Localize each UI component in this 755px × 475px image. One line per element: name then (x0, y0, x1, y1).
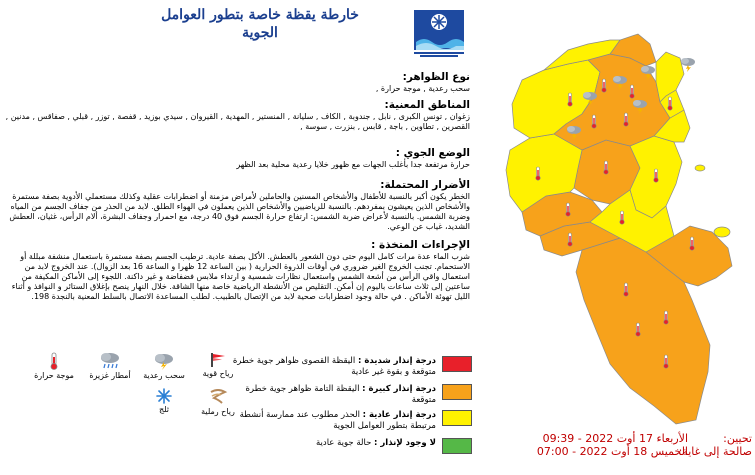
legend-sand-wind (188, 388, 248, 416)
legend-level-extreme-title: درجة إنذار شديدة : (357, 356, 436, 366)
legend-thunderstorm (134, 352, 194, 380)
legend-swatch-yellow (442, 410, 472, 426)
legend-sand-wind-label: رياح رملية (201, 407, 235, 416)
map-heat-wave-icon (620, 211, 624, 224)
map-heat-wave-icon (568, 233, 572, 246)
map-heat-wave-icon (664, 311, 668, 324)
map-heat-wave-icon (602, 79, 606, 92)
map-heat-wave-icon (690, 237, 694, 250)
strong-wind-icon (208, 352, 228, 368)
legend-heavy-rain (80, 352, 140, 380)
map-heat-wave-icon (536, 167, 540, 180)
page-title-line-1: خارطة يقظة خاصة بتطور العوامل (161, 7, 359, 23)
regions-body: زغوان , تونس الكبرى , نابل , جندوبة , الكاف , سليانة , المنستير , المهدية , القيروان , سيدي بوزيد , قفصة , توزر , قبلي , صفاقس , مدنين , القصرين , تطاوين , باجة , قابس , بنزرت , سوسة , (5, 112, 470, 131)
legend-level-normal-title: درجة إنذار عادية : (362, 410, 436, 420)
map-heat-wave-icon (654, 169, 658, 182)
legend-swatch-orange (442, 384, 472, 400)
legend-level-normal-desc: الحذر مطلوب عند ممارسة أنشطة مرتبطة بتطور العوامل الجوية (239, 410, 436, 431)
map-heat-wave-icon (664, 355, 668, 368)
heavy-rain-icon (99, 352, 121, 370)
legend-heat-wave (24, 352, 84, 380)
phenomena-title: نوع الظواهر: (402, 71, 470, 83)
legend-swatch-red (442, 356, 472, 372)
legend-snow-label: ثلج (158, 405, 170, 414)
map-heat-wave-icon (624, 283, 628, 296)
map-heat-wave-icon (604, 161, 608, 174)
region-kerkennah (695, 165, 705, 171)
map-heat-wave-icon (630, 85, 634, 98)
map-heat-wave-icon (566, 203, 570, 216)
snow-icon (156, 388, 172, 404)
institute-logo (410, 8, 468, 58)
heat-wave-icon (48, 352, 60, 370)
legend-level-none-desc: حالة جوية عادية (316, 438, 372, 448)
legend-strong-wind (188, 352, 248, 378)
validity-from-label: تحيين: (723, 432, 752, 445)
situation-title: الوضع الجوي : (395, 147, 470, 159)
validity-from-row (470, 432, 752, 445)
thunderstorm-icon (153, 352, 175, 370)
legend-swatch-green (442, 438, 472, 454)
legend-level-none-title: لا وجود لإنذار : (374, 438, 436, 448)
actions-body: شرب الماء عدة مرات كامل اليوم حتى دون الشعور بالعطش. الأكل بصفة عادية. ترطيب الجسم بصفة مستمرة باستعمال منشفة مبللة أو الاستحمام. تجنب الخروج الغير ضروري في أوقات الذروة الحرارية ( بين الساعة 12 ظهرا و الساعة 16 بعد الزوال). عند الخروج لابد من استعمال واقي الرأس من أشعة الشمس واستعمال نظارات شمسية و ارتداء ملابس فضفاضة و غير داكنة. اللجوء إلى الأماكن المكيفة من ساعتين إلى ثلاث ساعات باليوم إن أمكن. التقليص من الأنشطة الرياضية خاصة منها الشاقة. خلال النهار ينصح بإغلاق الستائر و النوافذ و أثناء الليل تهوئة الأماكن . في حالة وجود اضطرابات صحية لابد من الإتصال بالطبيب. لطلب المساعدة الاتصال بالسلط المعنية بالنجدة 198. (11, 252, 470, 301)
phenomena-body: سحب رعدية , موجة حرارة , (375, 84, 470, 93)
map-heat-wave-icon (624, 113, 628, 126)
page-title (120, 6, 400, 42)
risks-section (4, 178, 470, 232)
legend-snow (134, 388, 194, 414)
validity-from-value: الأربعاء 17 أوت 2022 - 09:39 (542, 432, 688, 445)
situation-body: حرارة مرتفعة جدا بأغلب الجهات مع ظهور خلايا رعدية محلية بعد الظهر (236, 160, 470, 169)
map-heat-wave-icon (568, 93, 572, 106)
risks-body: الخطر يكون أكبر بالنسبة للأطفال والأشخاص المسنين والحاملين لأمراض مزمنة أو اضطرابات عقلية وكذلك مستعملي الأدوية بصفة مستمرة والأشخاص الذين يعيشون بمفردهم. بالنسبة للرياضيين والأشخاص الذين يعملون في الهواء الطلق. لابد من الحذر من جفاف الجسم من المياه وضربة الشمس. بالنسبة لأعراض ضربة الشمس: ارتفاع حرارة الجسم فوق 40 درجة، مع احمرار وجفاف البشرة، ألام الرأس، غثيان، العطش الشديد، غياب عن الوعي. (9, 192, 470, 231)
map-heat-wave-icon (636, 323, 640, 336)
region-djerba (714, 227, 730, 237)
legend-strong-wind-label: رياح قوية (202, 369, 234, 378)
validity-to-label: صالحة إلى غاية: (678, 445, 752, 458)
sand-wind-icon (208, 388, 228, 406)
validity-period (470, 432, 752, 458)
validity-to-row (470, 445, 752, 458)
regions-section (4, 98, 470, 132)
situation-section (4, 146, 470, 170)
actions-section (4, 238, 470, 302)
page-title-line-2: الجوية (242, 25, 278, 41)
tunisia-vigilance-map (470, 0, 755, 430)
legend-thunderstorm-label: سحب رعدية (143, 371, 185, 380)
legend-heavy-rain-label: أمطار غزيرة (89, 371, 131, 380)
legend-level-extreme-desc: اليقظة القصوى ظواهر جوية خطرة متوقعة و بقوة غير عادية (232, 356, 436, 377)
map-heat-wave-icon (592, 115, 596, 128)
legend-level-high-title: درجة إنذار كبيرة : (362, 384, 436, 394)
risks-title: الأضرار المحتملة: (380, 179, 470, 191)
phenomena-section (4, 70, 470, 94)
validity-to-value: الخميس 18 أوت 2022 - 07:00 (536, 445, 688, 458)
legend-level-high-desc: اليقظة التامة ظواهر جوية خطرة متوقعة (245, 384, 436, 405)
regions-title: المناطق المعنية: (384, 99, 470, 111)
map-heat-wave-icon (668, 97, 672, 110)
actions-title: الإجراءات المتخذة : (371, 239, 470, 251)
legend-heat-wave-label: موجة حرارة (34, 371, 74, 380)
